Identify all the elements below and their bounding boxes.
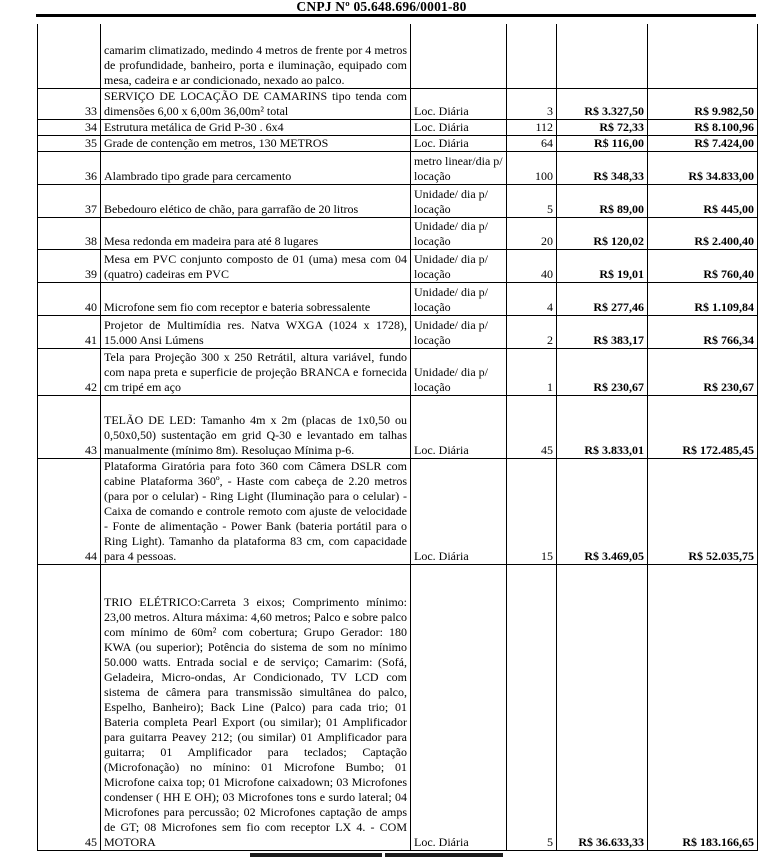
item-unit-price: R$ 3.327,50 xyxy=(557,88,648,119)
item-quantity: 5 xyxy=(507,184,557,217)
item-total-price: R$ 52.035,75 xyxy=(648,458,758,564)
item-quantity: 45 xyxy=(507,395,557,458)
item-total-price xyxy=(648,24,758,88)
item-quantity: 3 xyxy=(507,88,557,119)
table-row xyxy=(38,282,758,315)
item-description: Alambrado tipo grade para cercamento xyxy=(101,151,411,184)
item-total-price: R$ 1.109,84 xyxy=(648,282,758,315)
table-row xyxy=(38,395,758,458)
table-row xyxy=(38,119,758,135)
item-quantity: 112 xyxy=(507,119,557,135)
item-description: Grade de contenção em metros, 130 METROS xyxy=(101,135,411,151)
item-unit: Loc. Diária xyxy=(411,135,507,151)
item-unit: Loc. Diária xyxy=(411,564,507,850)
item-quantity: 2 xyxy=(507,315,557,348)
table-row xyxy=(38,348,758,395)
item-description: Bebedouro elético de chão, para garrafão de 20 litros xyxy=(101,184,411,217)
item-description: Estrutura metálica de Grid P-30 . 6x4 xyxy=(101,119,411,135)
table-row xyxy=(38,135,758,151)
item-unit: Unidade/ dia p/ locação xyxy=(411,315,507,348)
item-unit-price xyxy=(557,24,648,88)
item-number: 43 xyxy=(38,395,101,458)
item-total-price: R$ 9.982,50 xyxy=(648,88,758,119)
item-description: TELÃO DE LED: Tamanho 4m x 2m (placas de 1x0,50 ou 0,50x0,50) sustentação em grid Q-30 e levantado em talhas manualmente (mínimo 8m). Resoluçao Mínima p-6. xyxy=(101,395,411,458)
cnpj-header: CNPJ Nº 05.648.696/0001-80 xyxy=(296,0,467,14)
item-unit: metro linear/dia p/ locação xyxy=(411,151,507,184)
item-total-price: R$ 183.166,65 xyxy=(648,564,758,850)
table-row xyxy=(38,151,758,184)
header-rule xyxy=(36,14,756,17)
item-quantity: 20 xyxy=(507,217,557,249)
item-unit-price: R$ 3.833,01 xyxy=(557,395,648,458)
item-description: Projetor de Multimídia res. Natva WXGA (1024 x 1728), 15.000 Ansi Lúmens xyxy=(101,315,411,348)
item-total-price: R$ 230,67 xyxy=(648,348,758,395)
item-unit: Unidade/ dia p/ locação xyxy=(411,348,507,395)
item-unit-price: R$ 116,00 xyxy=(557,135,648,151)
item-number: 34 xyxy=(38,119,101,135)
item-number: 42 xyxy=(38,348,101,395)
item-quantity: 1 xyxy=(507,348,557,395)
item-unit-price: R$ 120,02 xyxy=(557,217,648,249)
item-unit-price: R$ 3.469,05 xyxy=(557,458,648,564)
item-unit: Loc. Diária xyxy=(411,119,507,135)
table-row xyxy=(38,24,758,88)
item-total-price: R$ 760,40 xyxy=(648,249,758,282)
table-row xyxy=(38,249,758,282)
item-total-price: R$ 8.100,96 xyxy=(648,119,758,135)
item-total-price: R$ 2.400,40 xyxy=(648,217,758,249)
item-quantity: 4 xyxy=(507,282,557,315)
item-quantity: 15 xyxy=(507,458,557,564)
item-unit-price: R$ 383,17 xyxy=(557,315,648,348)
item-description: TRIO ELÉTRICO:Carreta 3 eixos; Comprimento mínimo: 23,00 metros. Altura máxima: 4,60 metros; Palco e sobre palco com mínimo de 60m² com cobertura; Grupo Gerador: 180 KWA (ou superior); Potência do sistema de som no mínimo 50.000 watts. Entrada social e de serviço; Camarim: (Sofá, Geladeira, Micro-ondas, Ar Condicionado, TV LCD com sistema de câmera para transmissão simultânea do palco, Espelho, Banheiro); Back Line (Palco) para cada trio; 01 Bateria completa Pearl Export (ou similar); 01 Amplificador para guitarra Peavey 212; (ou similar) 01 Amplificador para guitarra; 01 Amplificador para teclados; Captação (Microfonação) no mínino: 01 Microfone Bumbo; 01 Microfone caixa top; 01 Microfone caixadown; 03 Microfones condenser ( HH E OH); 03 Microfones tons e surdo lateral; 04 Microfones para percussão; 02 Microfones captação de amps de GT; 08 Microfones sem fio com receptor LX 4. - COM MOTORA xyxy=(101,564,411,850)
item-number: 38 xyxy=(38,217,101,249)
item-description: Mesa em PVC conjunto composto de 01 (uma) mesa com 04 (quatro) cadeiras em PVC xyxy=(101,249,411,282)
item-quantity: 64 xyxy=(507,135,557,151)
item-unit-price: R$ 230,67 xyxy=(557,348,648,395)
item-unit-price: R$ 19,01 xyxy=(557,249,648,282)
item-description: SERVIÇO DE LOCAÇÃO DE CAMARINS tipo tenda com dimensões 6,00 x 6,00m 36,00m² total xyxy=(101,88,411,119)
items-table xyxy=(37,24,758,851)
item-unit xyxy=(411,24,507,88)
item-quantity: 5 xyxy=(507,564,557,850)
item-quantity: 100 xyxy=(507,151,557,184)
item-description: Microfone sem fio com receptor e bateria sobressalente xyxy=(101,282,411,315)
item-unit: Unidade/ dia p/ locação xyxy=(411,217,507,249)
item-description: Tela para Projeção 300 x 250 Retrátil, altura variável, fundo com napa preta e superficie de projeção BRANCA e fornecida cm tripé em aço xyxy=(101,348,411,395)
item-description: Plataforma Giratória para foto 360 com Câmera DSLR com cabine Plataforma 360º, - Haste com cabeça de 2.20 metros (para por o celular) - Ring Light (Iluminação para o celular) - Caixa de comando e controle remoto com ajuste de velocidade - Fonte de alimentação - Power Bank (bateria portátil para o Ring Light). Tamanho da plataforma 83 cm, com capacidade para 4 pessoas. xyxy=(101,458,411,564)
item-total-price: R$ 7.424,00 xyxy=(648,135,758,151)
table-row xyxy=(38,564,758,850)
next-row-partial-border-left xyxy=(250,853,382,857)
item-unit: Loc. Diária xyxy=(411,395,507,458)
table-row xyxy=(38,88,758,119)
item-quantity xyxy=(507,24,557,88)
item-number: 36 xyxy=(38,151,101,184)
item-unit-price: R$ 72,33 xyxy=(557,119,648,135)
table-row xyxy=(38,217,758,249)
item-total-price: R$ 34.833,00 xyxy=(648,151,758,184)
item-unit-price: R$ 277,46 xyxy=(557,282,648,315)
table-row xyxy=(38,184,758,217)
item-description: Mesa redonda em madeira para até 8 lugares xyxy=(101,217,411,249)
items-table-body xyxy=(38,24,758,850)
item-unit-price: R$ 89,00 xyxy=(557,184,648,217)
item-unit: Unidade/ dia p/ locação xyxy=(411,249,507,282)
table-row xyxy=(38,315,758,348)
item-number: 45 xyxy=(38,564,101,850)
item-number xyxy=(38,24,101,88)
item-description: camarim climatizado, medindo 4 metros de frente por 4 metros de profundidade, banheiro, porta e iluminação, equipado com mesa, cadeira e ar condicionado, nexado ao palco. xyxy=(101,24,411,88)
item-unit-price: R$ 36.633,33 xyxy=(557,564,648,850)
item-unit: Loc. Diária xyxy=(411,458,507,564)
item-number: 41 xyxy=(38,315,101,348)
item-unit: Loc. Diária xyxy=(411,88,507,119)
item-number: 37 xyxy=(38,184,101,217)
item-unit: Unidade/ dia p/ locação xyxy=(411,282,507,315)
item-number: 35 xyxy=(38,135,101,151)
item-unit-price: R$ 348,33 xyxy=(557,151,648,184)
item-total-price: R$ 172.485,45 xyxy=(648,395,758,458)
item-number: 39 xyxy=(38,249,101,282)
table-row xyxy=(38,458,758,564)
item-total-price: R$ 445,00 xyxy=(648,184,758,217)
next-row-partial-border-right xyxy=(385,853,503,857)
item-number: 33 xyxy=(38,88,101,119)
item-unit: Unidade/ dia p/ locação xyxy=(411,184,507,217)
item-total-price: R$ 766,34 xyxy=(648,315,758,348)
item-number: 40 xyxy=(38,282,101,315)
item-number: 44 xyxy=(38,458,101,564)
item-quantity: 40 xyxy=(507,249,557,282)
